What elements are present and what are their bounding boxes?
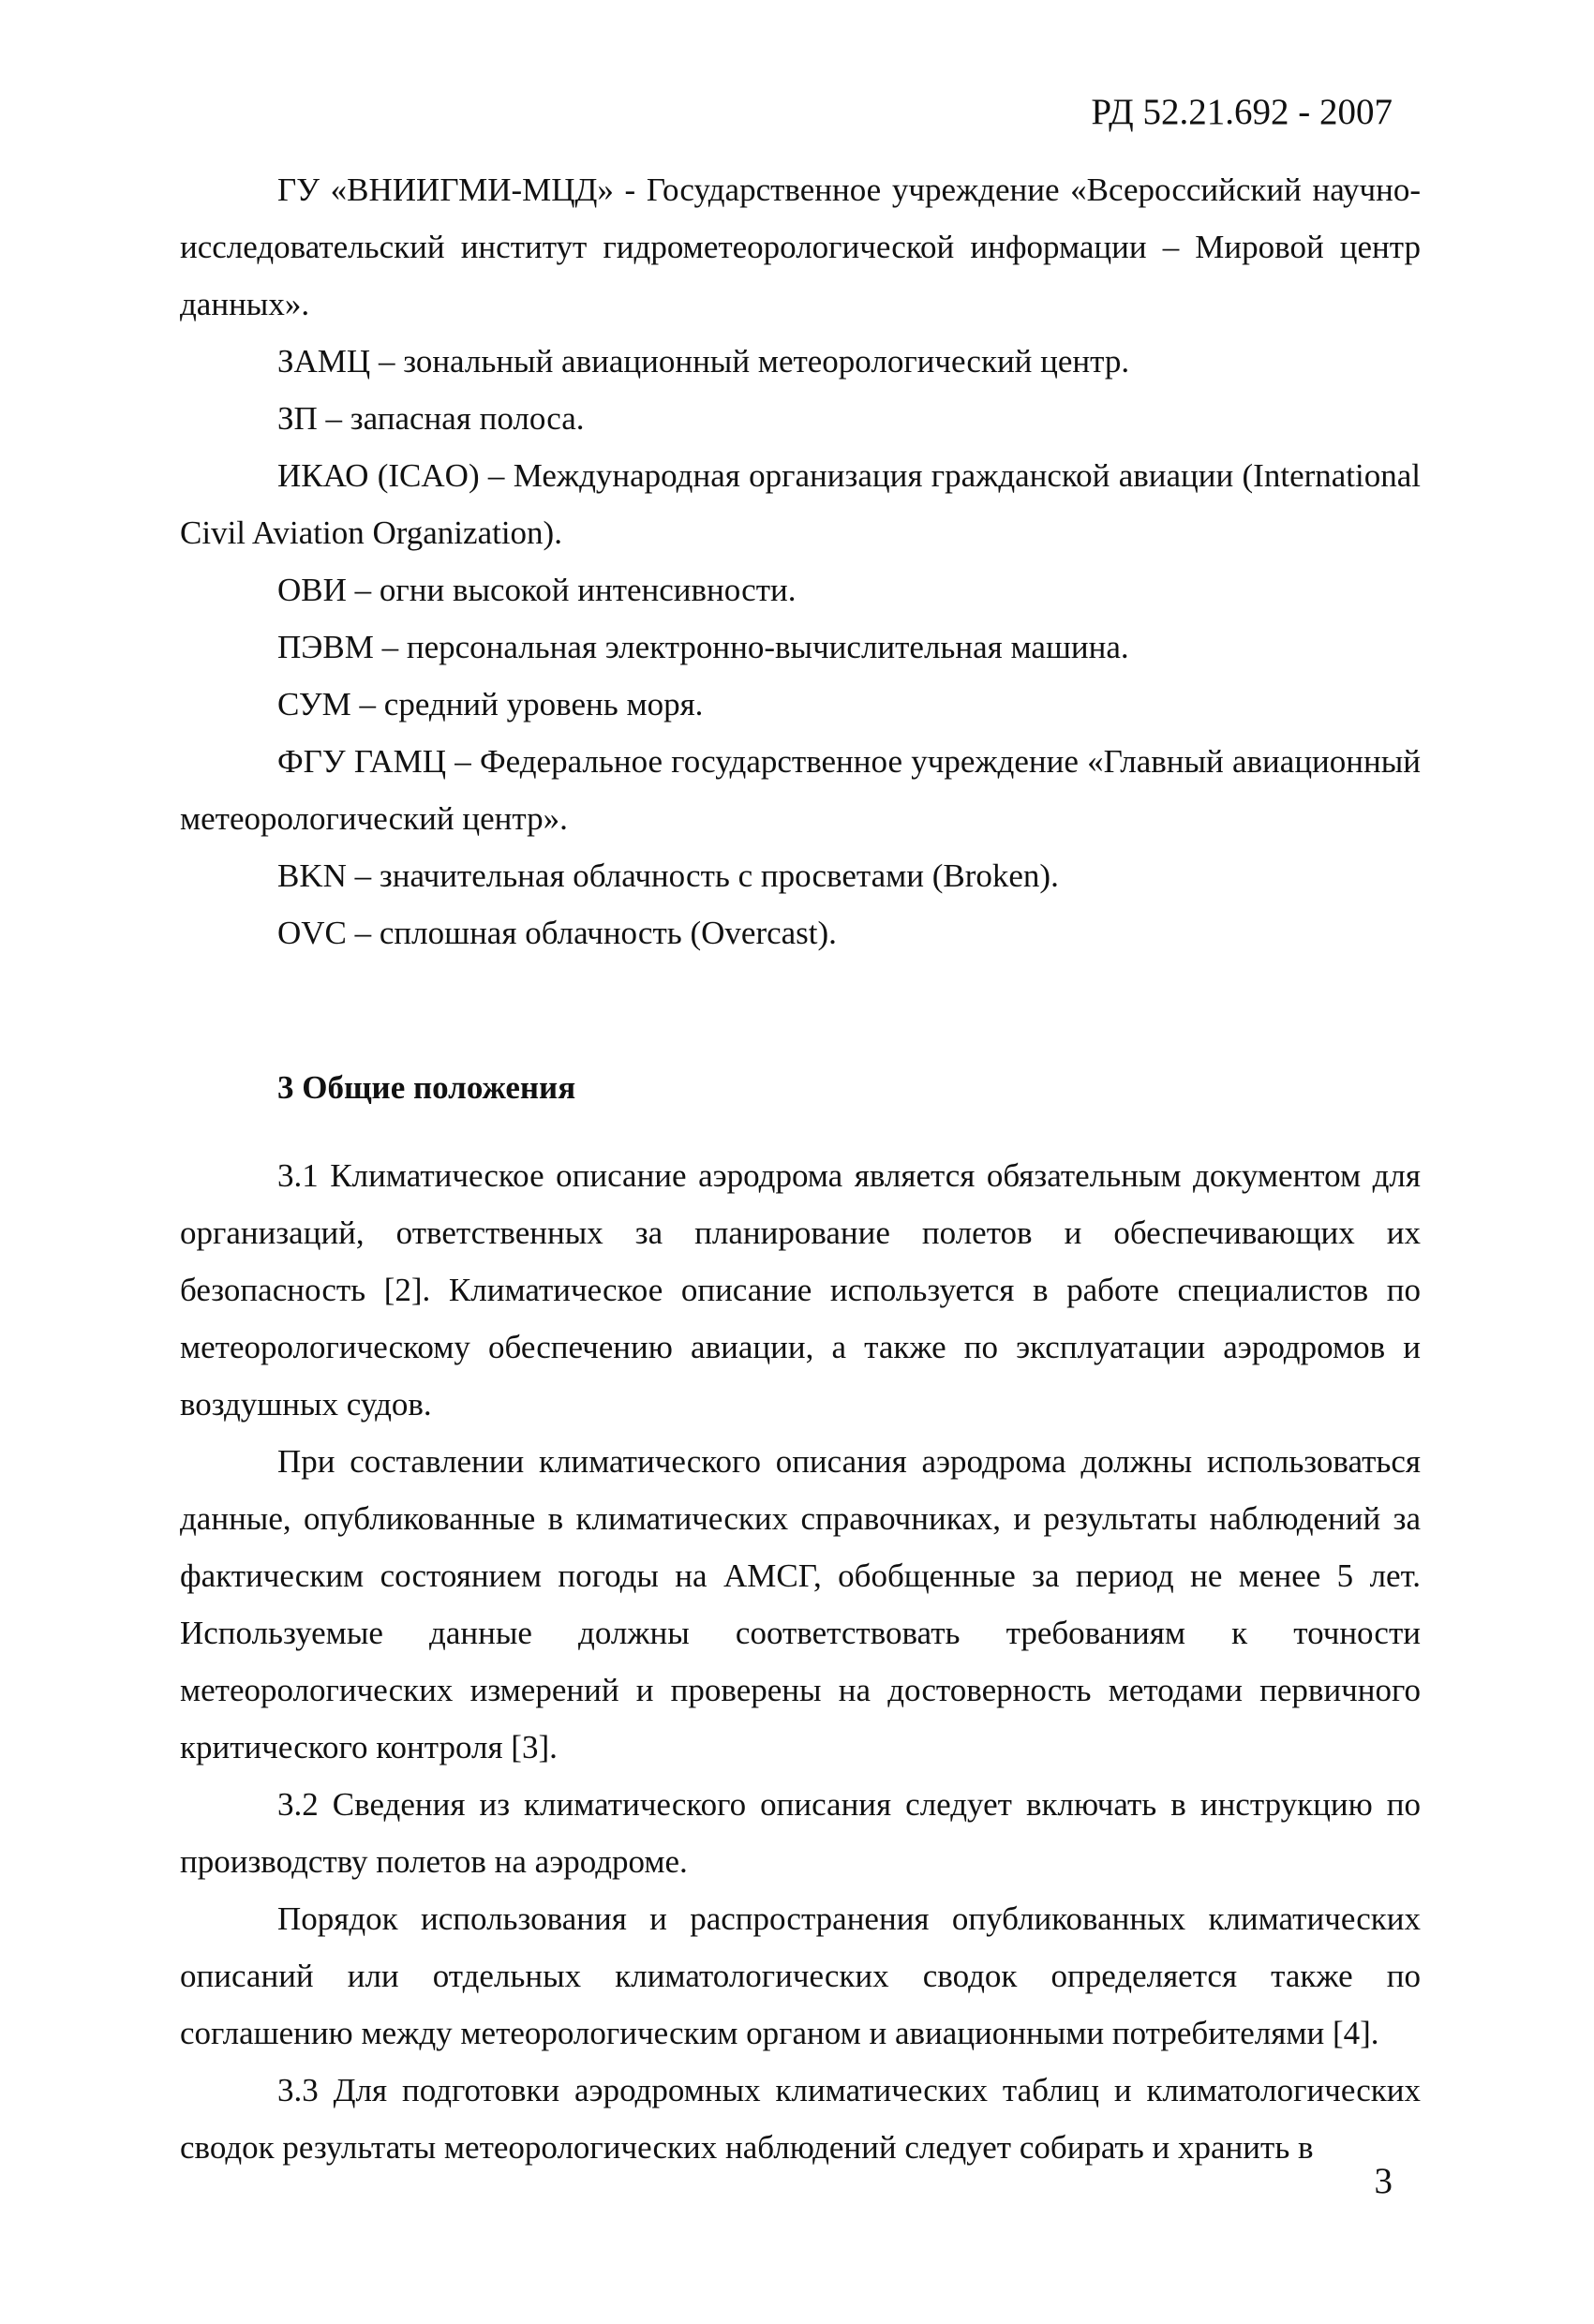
paragraph-data-requirements: При составлении климатического описания аэродрома должны использоваться данные, опубликованные в климатических справочниках, и результаты наблюдений за фактическим состоянием погоды на АМСГ, обобщенные за период не менее 5 лет. Используемые данные должны соответствовать требованиям к точности метеорологических измерений и проверены на достоверность методами первичного критического контроля [3].	[180, 1443, 1421, 1765]
document-code-header: РД 52.21.692 - 2007	[1091, 92, 1393, 132]
abbreviation-fgu-gamc: ФГУ ГАМЦ – Федеральное государственное учреждение «Главный авиационный метеорологический центр».	[180, 743, 1421, 837]
abbreviation-zp: ЗП – запасная полоса.	[277, 400, 585, 437]
page-number: 3	[1374, 2161, 1393, 2201]
abbreviation-bkn: BKN – значительная облачность с просветами (Broken).	[277, 857, 1059, 894]
paragraph-3-3: 3.3 Для подготовки аэродромных климатических таблиц и климатологических сводок результаты метеорологических наблюдений следует собирать и хранить в	[180, 2072, 1421, 2166]
abbreviation-zamc: ЗАМЦ – зональный авиационный метеорологический центр.	[277, 343, 1130, 380]
paragraph-3-1: 3.1 Климатическое описание аэродрома является обязательным документом для организаций, ответственных за планирование полетов и обеспечивающих их безопасность [2]. Климатическое описание используется в работе специалистов по метеорологическому обеспечению авиации, а также по эксплуатации аэродромов и воздушных судов.	[180, 1157, 1421, 1423]
abbreviation-pevm: ПЭВМ – персональная электронно-вычислительная машина.	[277, 629, 1129, 665]
abbreviation-ovi: ОВИ – огни высокой интенсивности.	[277, 572, 797, 608]
paragraph-distribution-order: Порядок использования и распространения опубликованных климатических описаний или отдельных климатологических сводок определяется также по соглашению между метеорологическим органом и авиационными потребителями [4].	[180, 1900, 1421, 2051]
section-heading: 3 Общие положения	[277, 1069, 576, 1106]
abbreviation-sum: СУМ – средний уровень моря.	[277, 686, 704, 723]
paragraph-3-2: 3.2 Сведения из климатического описания следует включать в инструкцию по производству полетов на аэродроме.	[180, 1786, 1421, 1880]
abbreviation-ovc: OVC – сплошная облачность (Overcast).	[277, 915, 837, 951]
page-body	[180, 161, 1421, 2176]
abbreviation-icao: ИКАО (ICAO) – Международная организация гражданской авиации (International Civil Aviation Organization).	[180, 457, 1421, 551]
abbreviation-gu-vniigmi: ГУ «ВНИИГМИ-МЦД» - Государственное учреждение «Всероссийский научно-исследовательский институт гидрометеорологической информации – Мировой центр данных».	[180, 171, 1421, 322]
